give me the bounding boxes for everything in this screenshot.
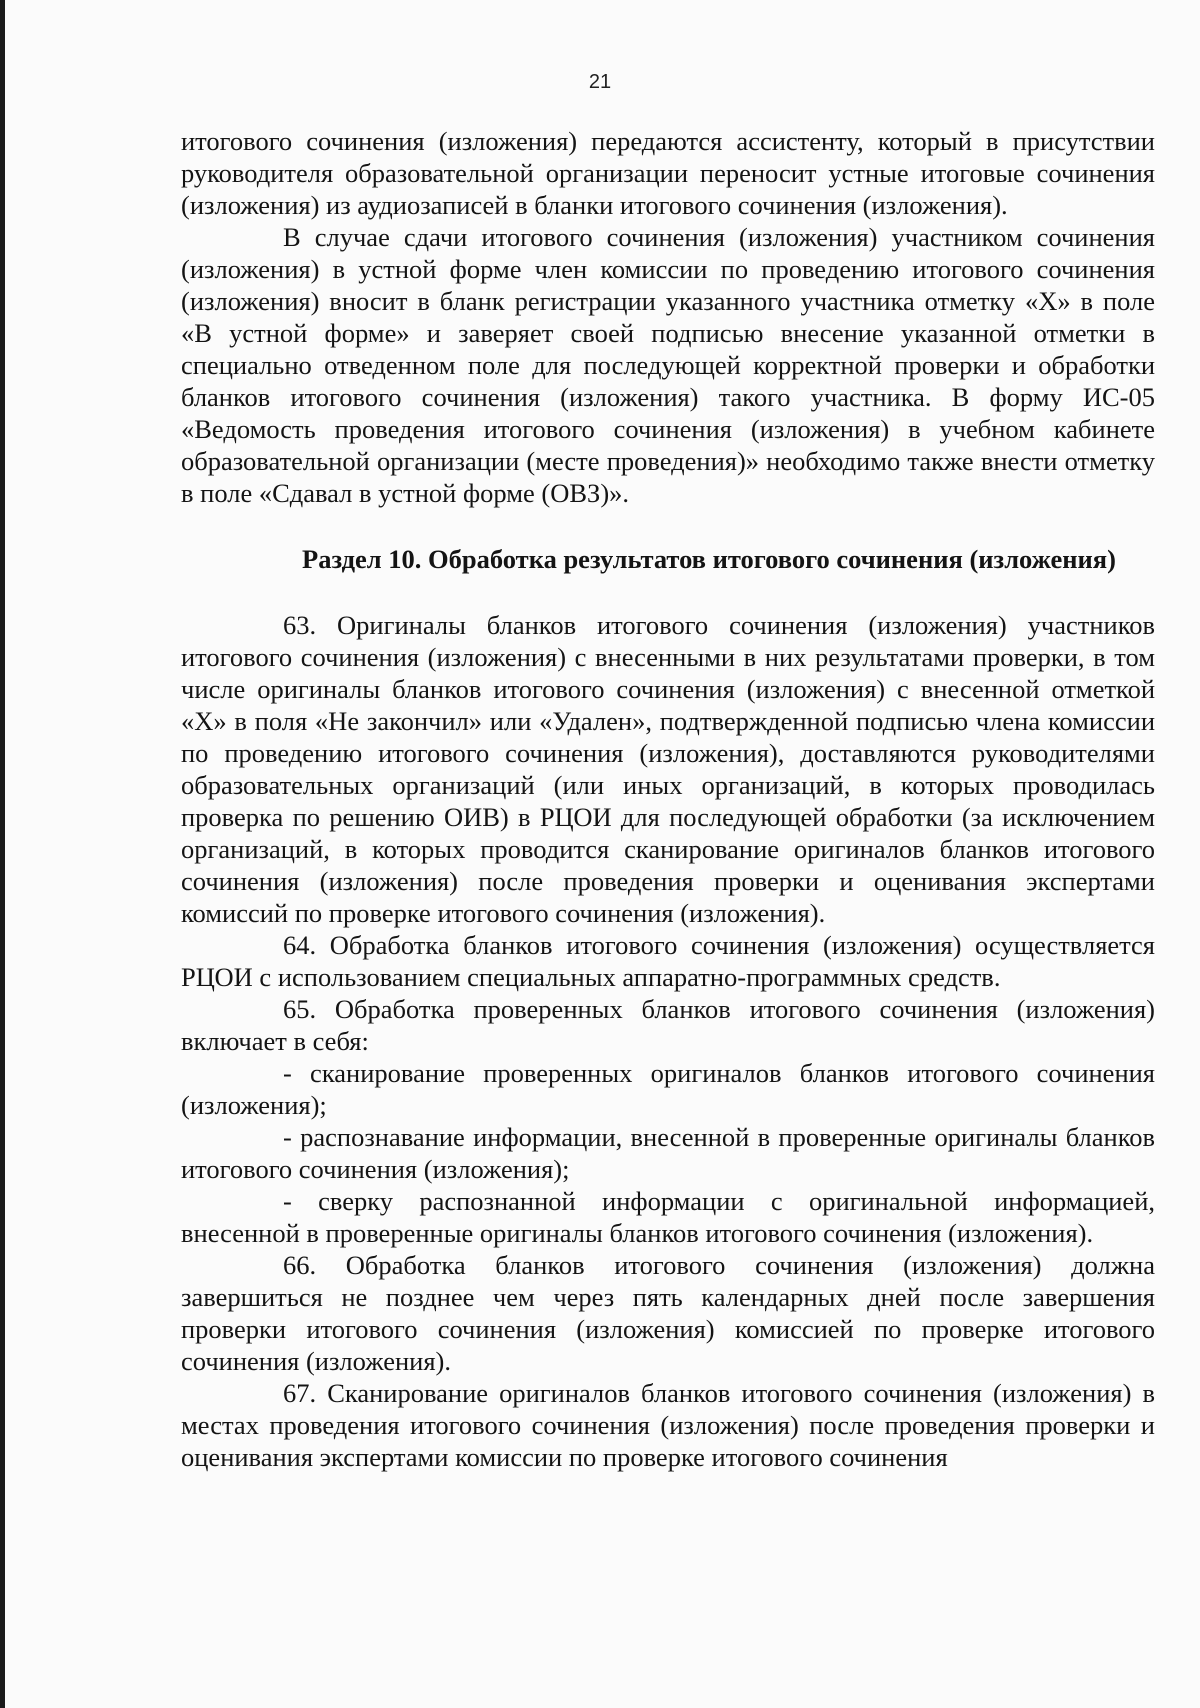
paragraph-63: 63. Оригиналы бланков итогового сочинения (изложения) участников итогового сочинения (изложения) с внесенными в них результатами проверки, в том числе оригиналы бланков итогового сочинения (изложения) с внесенной отметкой «Х» в поля «Не закончил» или «Удален», подтвержденной подписью члена комиссии по проведению итогового сочинения (изложения), доставляются руководителями образовательных организаций (или иных организаций, в которых проводилась проверка по решению ОИВ) в РЦОИ для последующей обработки (за исключением организаций, в которых проводится сканирование оригиналов бланков итогового сочинения (изложения) после проведения проверки и оценивания экспертами комиссий по проверке итогового сочинения (изложения). [181,610,1155,928]
document-body [181,125,1155,1473]
paragraph: итогового сочинения (изложения) передаются ассистенту, который в присутствии руководителя образовательной организации переносит устные итоговые сочинения (изложения) из аудиозаписей в бланки итогового сочинения (изложения). [181,126,1155,220]
paragraph-66: 66. Обработка бланков итогового сочинения (изложения) должна завершиться не позднее чем через пять календарных дней после завершения проверки итогового сочинения (изложения) комиссией по проверке итогового сочинения (изложения). [181,1250,1155,1376]
list-item: - распознавание информации, внесенной в проверенные оригиналы бланков итогового сочинения (изложения); [181,1122,1155,1184]
list-item: - сверку распознанной информации с оригинальной информацией, внесенной в проверенные оригиналы бланков итогового сочинения (изложения). [181,1186,1155,1248]
paragraph-64: 64. Обработка бланков итогового сочинения (изложения) осуществляется РЦОИ с использованием специальных аппаратно-программных средств. [181,930,1155,992]
list-item: - сканирование проверенных оригиналов бланков итогового сочинения (изложения); [181,1058,1155,1120]
spacer [181,509,1155,543]
paragraph-65: 65. Обработка проверенных бланков итогового сочинения (изложения) включает в себя: [181,994,1155,1056]
section-heading: Раздел 10. Обработка результатов итогового сочинения (изложения) [302,544,1116,574]
paragraph-67: 67. Сканирование оригиналов бланков итогового сочинения (изложения) в местах проведения итогового сочинения (изложения) после проведения проверки и оценивания экспертами комиссии по проверке итогового сочинения [181,1378,1155,1472]
page-number: 21 [588,71,612,93]
paragraph: В случае сдачи итогового сочинения (изложения) участником сочинения (изложения) в устной форме член комиссии по проведению итогового сочинения (изложения) вносит в бланк регистрации указанного участника отметку «Х» в поле «В устной форме» и заверяет своей подписью внесение указанной отметки в специально отведенном поле для последующей корректной проверки и обработки бланков итогового сочинения (изложения) такого участника. В форму ИС-05 «Ведомость проведения итогового сочинения (изложения) в учебном кабинете образовательной организации (месте проведения)» необходимо также внести отметку в поле «Сдавал в устной форме (ОВЗ)». [181,222,1155,508]
scan-left-edge [0,0,5,1708]
spacer [181,575,1155,609]
